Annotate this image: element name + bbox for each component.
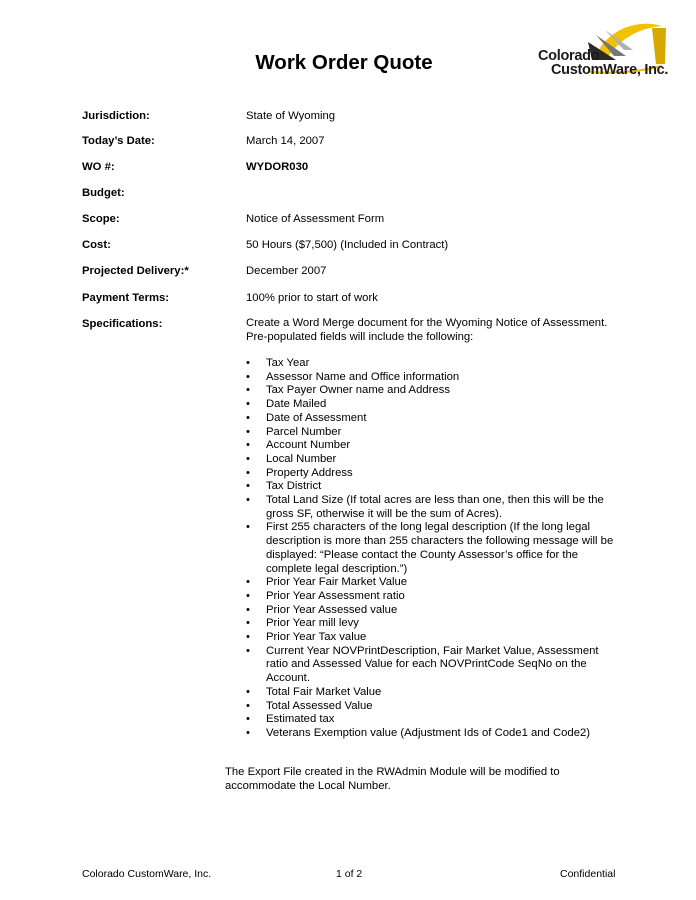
list-item-text: Tax Year <box>266 357 310 369</box>
list-item <box>246 412 616 426</box>
list-item <box>246 576 616 590</box>
list-item-text: Prior Year Fair Market Value <box>266 576 408 589</box>
bullet-icon: • <box>246 603 250 616</box>
list-item <box>246 590 616 604</box>
list-item-text: Total Assessed Value <box>266 699 373 712</box>
bullet-icon: • <box>246 370 250 383</box>
field-label: Cost: <box>82 239 111 251</box>
list-item <box>246 467 616 481</box>
bullet-icon: • <box>246 685 250 698</box>
list-item-text: Local Number <box>266 452 337 465</box>
bullet-icon: • <box>246 466 250 479</box>
list-item <box>246 494 616 521</box>
bullet-icon: • <box>246 480 250 493</box>
list-item <box>246 631 616 645</box>
list-item <box>246 700 616 714</box>
bullet-icon: • <box>246 452 250 465</box>
list-item-text: Total Fair Market Value <box>266 685 382 698</box>
list-item-text: Total Land Size (If total acres are less than one, then this will be the gross SF, otherwise it will be the sum of Acres). <box>266 494 604 520</box>
field-value: December 2007 <box>246 265 327 277</box>
list-item-text: Estimated tax <box>266 713 335 726</box>
list-item <box>246 645 616 686</box>
field-value: 50 Hours ($7,500) (Included in Contract) <box>246 239 449 251</box>
logo-text-line2: CustomWare, Inc. <box>551 62 669 78</box>
footer-page-number: 1 of 2 <box>336 868 363 880</box>
list-item-text: Assessor Name and Office information <box>266 370 460 383</box>
list-item <box>246 604 616 618</box>
list-item <box>246 617 616 631</box>
list-item-text: Veterans Exemption value (Adjustment Ids of Code1 and Code2) <box>266 726 591 739</box>
bullet-icon: • <box>246 644 250 657</box>
list-item-text: Date of Assessment <box>266 411 367 424</box>
footer-company: Colorado CustomWare, Inc. <box>82 868 212 880</box>
field-value: State of Wyoming <box>246 110 336 122</box>
bullet-icon: • <box>246 384 250 397</box>
list-item-text: Date Mailed <box>266 398 327 411</box>
specifications-intro: Create a Word Merge document for the Wyoming Notice of Assessment. Pre-populated fields will include the following: <box>246 317 608 343</box>
bullet-icon: • <box>246 699 250 712</box>
field-value: March 14, 2007 <box>246 135 325 147</box>
footer-classification: Confidential <box>560 868 616 880</box>
list-item <box>246 384 616 398</box>
list-item-text: Prior Year Tax value <box>266 631 367 644</box>
list-item-text: Property Address <box>266 466 353 479</box>
list-item <box>246 426 616 440</box>
field-value: 100% prior to start of work <box>246 292 378 304</box>
field-value: Notice of Assessment Form <box>246 213 385 225</box>
bullet-icon: • <box>246 439 250 452</box>
bullet-icon: • <box>246 521 250 534</box>
list-item <box>246 480 616 494</box>
field-label: Budget: <box>82 187 125 199</box>
list-item <box>246 727 616 741</box>
field-label: Projected Delivery:* <box>82 265 189 277</box>
list-item-text: Tax District <box>266 480 322 493</box>
field-value: WYDOR030 <box>246 161 309 173</box>
bullet-icon: • <box>246 576 250 589</box>
bullet-icon: • <box>246 589 250 602</box>
list-item-text: Parcel Number <box>266 425 342 438</box>
list-item <box>246 521 616 576</box>
company-logo <box>534 20 670 82</box>
list-item <box>246 439 616 453</box>
field-label: Today’s Date: <box>82 135 155 147</box>
bullet-icon: • <box>246 398 250 411</box>
list-item <box>246 713 616 727</box>
list-item-text: Prior Year mill levy <box>266 617 359 630</box>
list-item-text: Prior Year Assessed value <box>266 603 398 616</box>
list-item <box>246 371 616 385</box>
list-item <box>246 686 616 700</box>
list-item <box>246 357 616 371</box>
field-label: Scope: <box>82 213 120 225</box>
document-title: Work Order Quote <box>255 51 433 74</box>
field-label: Payment Terms: <box>82 292 170 304</box>
field-label: Specifications: <box>82 318 163 330</box>
list-item-text: Tax Payer Owner name and Address <box>266 384 450 397</box>
logo-text-line1: Colorado <box>538 48 600 64</box>
bullet-icon: • <box>246 631 250 644</box>
specifications-list <box>246 357 616 741</box>
bullet-icon: • <box>246 357 250 369</box>
bullet-icon: • <box>246 425 250 438</box>
bullet-icon: • <box>246 494 250 507</box>
field-label: WO #: <box>82 161 115 173</box>
list-item <box>246 398 616 412</box>
bullet-icon: • <box>246 726 250 739</box>
bullet-icon: • <box>246 713 250 726</box>
list-item <box>246 453 616 467</box>
bullet-icon: • <box>246 617 250 630</box>
list-item-text: Current Year NOVPrintDescription, Fair Market Value, Assessment ratio and Assessed Value for each NOVPrintCode SeqNo on the Account. <box>266 644 599 685</box>
field-label: Jurisdiction: <box>82 110 150 122</box>
bullet-icon: • <box>246 411 250 424</box>
export-file-note: The Export File created in the RWAdmin Module will be modified to accommodate the Local Number. <box>225 766 560 792</box>
list-item-text: First 255 characters of the long legal description (If the long legal description is more than 255 characters the following message will be displayed: “Please contact the County Assessor’s office for the complete legal description.”) <box>266 521 614 575</box>
list-item-text: Prior Year Assessment ratio <box>266 589 405 602</box>
list-item-text: Account Number <box>266 439 351 452</box>
